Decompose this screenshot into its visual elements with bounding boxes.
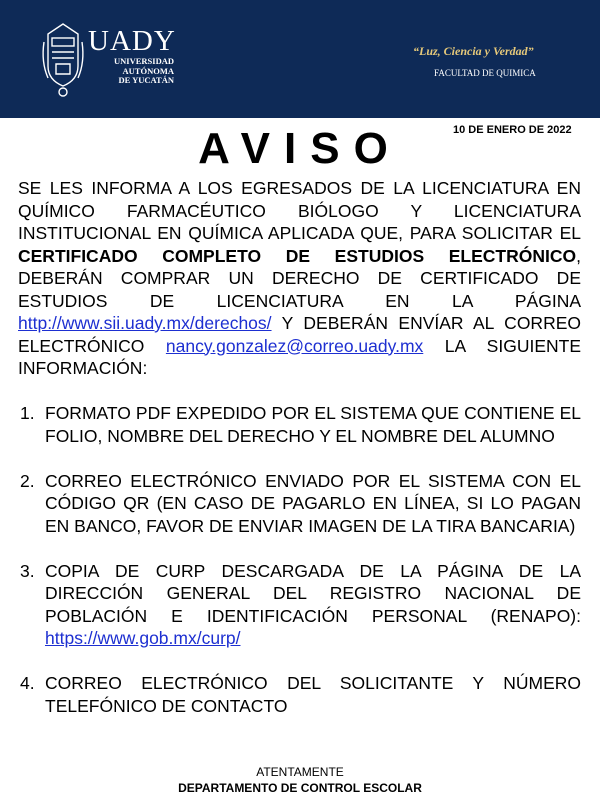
faculty-name: FACULTAD DE QUIMICA: [434, 68, 536, 78]
university-line: AUTÓNOMA: [122, 65, 174, 76]
page-title: AVISO: [198, 124, 402, 173]
list-item-text: CORREO ELECTRÓNICO DEL SOLICITANTE Y NÚMERO TELEFÓNICO DE CONTACTO: [45, 673, 581, 716]
university-seal-icon: [40, 22, 86, 98]
intro-text: , DEBERÁN COMPRAR UN DERECHO DE CERTIFICADO DE ESTUDIOS DE LICENCIATURA EN LA PÁGINA: [18, 245, 581, 311]
university-line: DE YUCATÁN: [118, 75, 174, 86]
requirements-list: [18, 402, 581, 717]
logo-text: UADY: [88, 25, 176, 57]
list-item: [18, 402, 581, 447]
closing-salutation: ATENTAMENTE: [256, 765, 344, 779]
list-number: 3.: [20, 560, 35, 581]
list-item-text: FORMATO PDF EXPEDIDO POR EL SISTEMA QUE CONTIENE EL FOLIO, NOMBRE DEL DERECHO Y EL NOMBRE DEL ALUMNO: [45, 403, 581, 446]
intro-bold-text: CERTIFICADO COMPLETO DE ESTUDIOS ELECTRÓNICO: [18, 245, 577, 266]
list-item-text: CORREO ELECTRÓNICO ENVIADO POR EL SISTEMA CON EL CÓDIGO QR (EN CASO DE PAGARLO EN LÍNEA, SI LO PAGAN EN BANCO, FAVOR DE ENVIAR IMAGEN DE LA TIRA BANCARIA): [45, 470, 581, 536]
motto: “Luz, Ciencia y Verdad”: [413, 44, 534, 58]
list-number: 2.: [20, 470, 35, 491]
intro-text: Y DEBERÁN ENVÍAR AL CORREO ELECTRÓNICO: [18, 313, 581, 356]
list-item: [18, 672, 581, 717]
intro-text: LA SIGUIENTE INFORMACIÓN:: [18, 335, 581, 378]
department-name: DEPARTAMENTO DE CONTROL ESCOLAR: [178, 781, 422, 795]
closing: [0, 764, 600, 796]
university-name: [114, 57, 174, 86]
header-banner: [0, 0, 600, 118]
email-link[interactable]: nancy.gonzalez@correo.uady.mx: [165, 335, 424, 356]
list-item-text: COPIA DE CURP DESCARGADA DE LA PÁGINA DE LA DIRECCIÓN GENERAL DEL REGISTRO NACIONAL DE POBLACIÓN E IDENTIFICACIÓN PERSONAL (RENAPO):: [45, 560, 581, 626]
list-item: [18, 560, 581, 650]
list-item: [18, 470, 581, 538]
notice-date: 10 DE ENERO DE 2022: [453, 124, 572, 136]
derechos-link[interactable]: http://www.sii.uady.mx/derechos/: [18, 313, 272, 333]
university-line: UNIVERSIDAD: [114, 56, 174, 66]
intro-text: SE LES INFORMA A LOS EGRESADOS DE LA LICENCIATURA EN QUÍMICO FARMACÉUTICO BIÓLOGO Y LICENCIATURA INSTITUCIONAL EN QUÍMICA APLICADA QUE, PARA SOLICITAR EL: [18, 178, 581, 243]
intro-paragraph: [18, 177, 581, 380]
notice-body: [18, 177, 581, 717]
list-number: 1.: [20, 403, 35, 423]
curp-link[interactable]: https://www.gob.mx/curp/: [45, 628, 241, 648]
list-number: 4.: [20, 673, 35, 693]
